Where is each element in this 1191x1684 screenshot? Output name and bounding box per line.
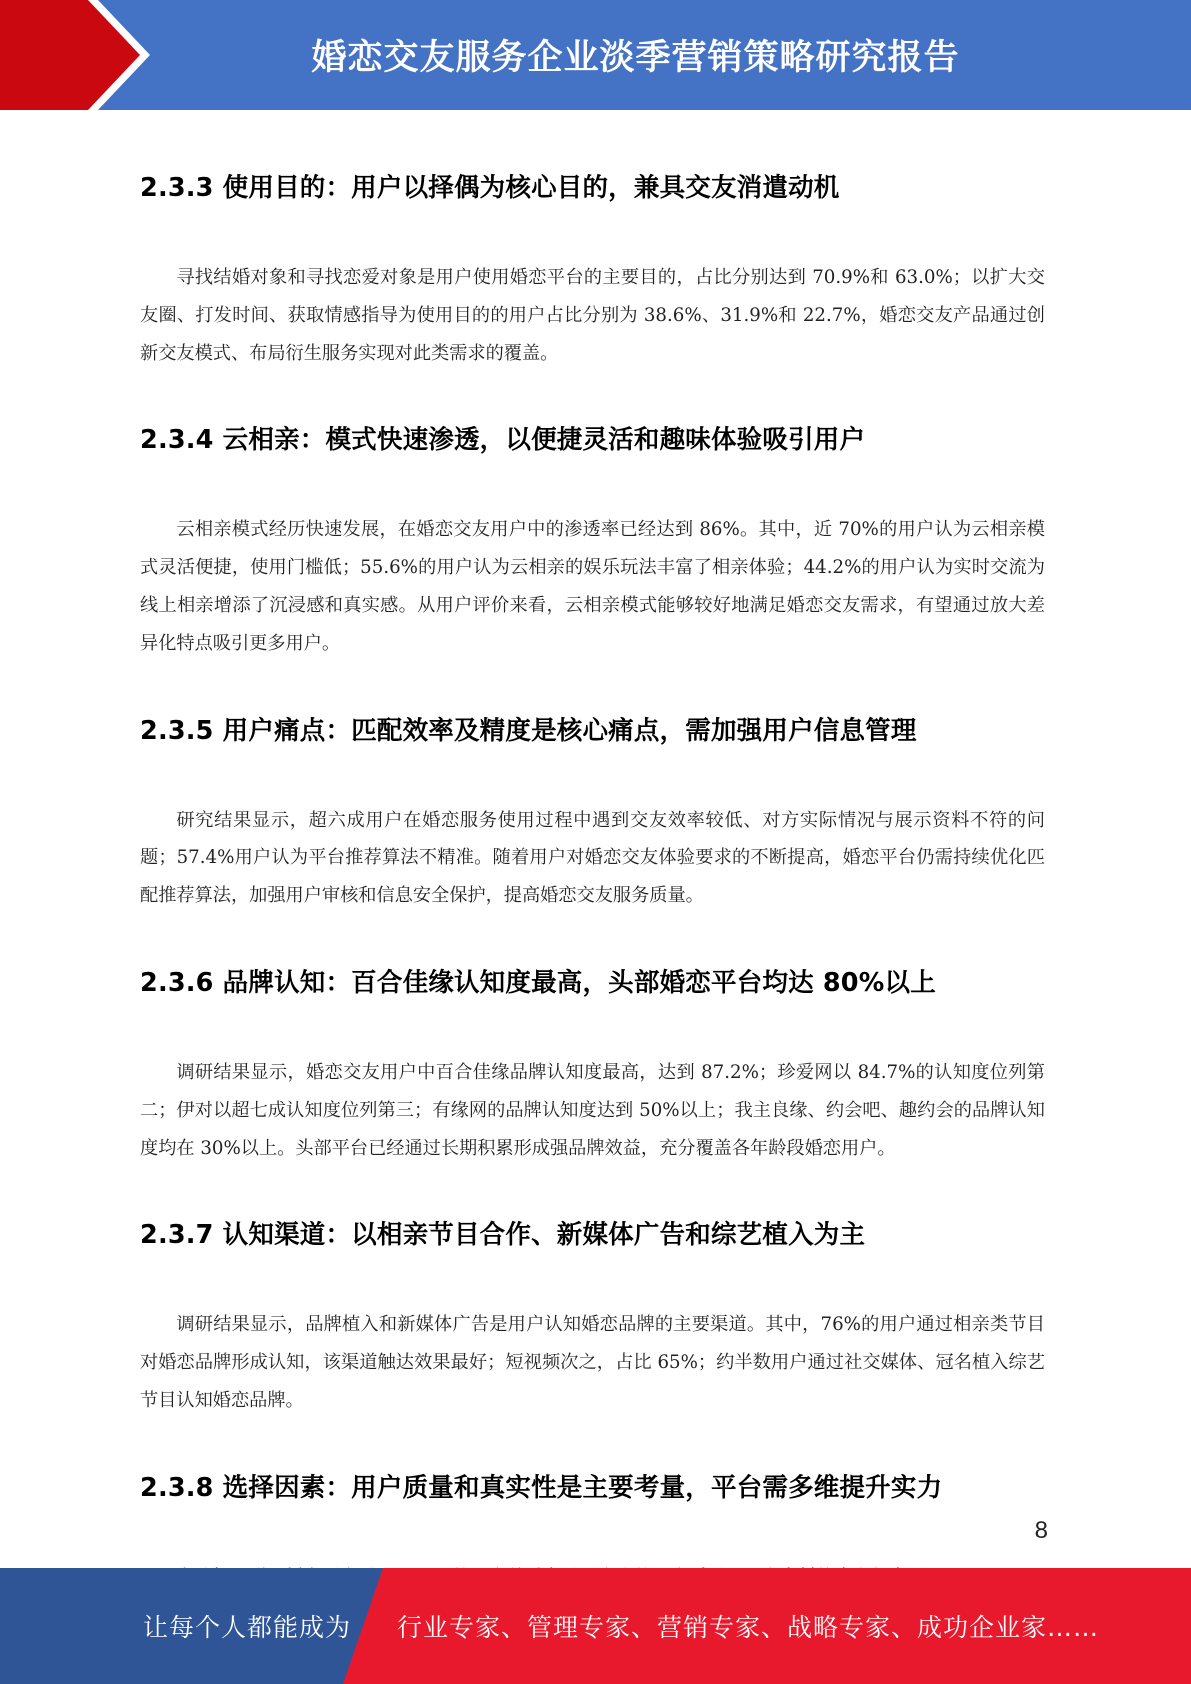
page-header bbox=[0, 0, 1191, 110]
section-heading: 2.3.3 使用目的：用户以择偶为核心目的，兼具交友消遣动机 bbox=[140, 173, 840, 203]
section-paragraph: 调研结果显示，婚恋交友用户中百合佳缘品牌认知度最高，达到 87.2%；珍爱网以 84.7%的认知度位列第二；伊对以超七成认知度位列第三；有缘网的品牌认知度达到 50%以上；我主良缘、约会吧、趣约会的品牌认知度均在 30%以上。头部平台已经通过长期积累形成强品牌效益，充分覆盖各年龄段婚恋用户。 bbox=[140, 1061, 1045, 1159]
footer-slogan-left: 让每个人都能成为 bbox=[143, 1613, 352, 1642]
section-heading: 2.3.8 选择因素：用户质量和真实性是主要考量，平台需多维提升实力 bbox=[140, 1472, 943, 1503]
footer-slogan-right: 行业专家、管理专家、营销专家、战略专家、成功企业家…… bbox=[397, 1613, 1100, 1642]
section-heading: 2.3.4 云相亲：模式快速渗透，以便捷灵活和趣味体验吸引用户 bbox=[140, 425, 866, 456]
document-title: 婚恋交友服务企业淡季营销策略研究报告 bbox=[311, 38, 960, 78]
main-content bbox=[140, 168, 1045, 1597]
section-paragraph: 云相亲模式经历快速发展，在婚恋交友用户中的渗透率已经达到 86%。其中，近 70%的用户认为云相亲模式灵活便捷，使用门槛低；55.6%的用户认为云相亲的娱乐玩法丰富了相亲体验；44.2%的用户认为实时交流为线上相亲增添了沉浸感和真实感。从用户评价来看，云相亲模式能够较好地满足婚恋交友需求，有望通过放大差异化特点吸引更多用户。 bbox=[140, 519, 1045, 654]
page-footer bbox=[0, 1568, 1191, 1684]
section-2-3-4 bbox=[140, 420, 1045, 662]
section-paragraph: 寻找结婚对象和寻找恋爱对象是用户使用婚恋平台的主要目的，占比分别达到 70.9%和 63.0%；以扩大交友圈、打发时间、获取情感指导为使用目的的用户占比分别为 38.6%、31.9%和 22.7%，婚恋交友产品通过创新交友模式、布局衍生服务实现对此类需求的覆盖。 bbox=[140, 267, 1045, 364]
section-2-3-6 bbox=[140, 963, 1045, 1167]
section-2-3-7 bbox=[140, 1215, 1045, 1419]
page-number: 8 bbox=[1034, 1517, 1048, 1544]
section-2-3-3 bbox=[140, 168, 1045, 372]
section-paragraph: 研究结果显示，超六成用户在婚恋服务使用过程中遇到交友效率较低、对方实际情况与展示资料不符的问题；57.4%用户认为平台推荐算法不精准。随着用户对婚恋交友体验要求的不断提高，婚恋平台仍需持续优化匹配推荐算法，加强用户审核和信息安全保护，提高婚恋交友服务质量。 bbox=[140, 809, 1045, 907]
section-heading: 2.3.5 用户痛点：匹配效率及精度是核心痛点，需加强用户信息管理 bbox=[140, 715, 917, 746]
section-heading: 2.3.7 认知渠道：以相亲节目合作、新媒体广告和综艺植入为主 bbox=[140, 1220, 866, 1251]
section-paragraph: 调研结果显示，品牌植入和新媒体广告是用户认知婚恋品牌的主要渠道。其中，76%的用户通过相亲类节目对婚恋品牌形成认知，该渠道触达效果最好；短视频次之，占比 65%；约半数用户通过社交媒体、冠名植入综艺节目认知婚恋品牌。 bbox=[140, 1314, 1045, 1411]
section-2-3-5 bbox=[140, 711, 1045, 915]
section-heading: 2.3.6 品牌认知：百合佳缘认知度最高，头部婚恋平台均达 80%以上 bbox=[140, 967, 936, 998]
